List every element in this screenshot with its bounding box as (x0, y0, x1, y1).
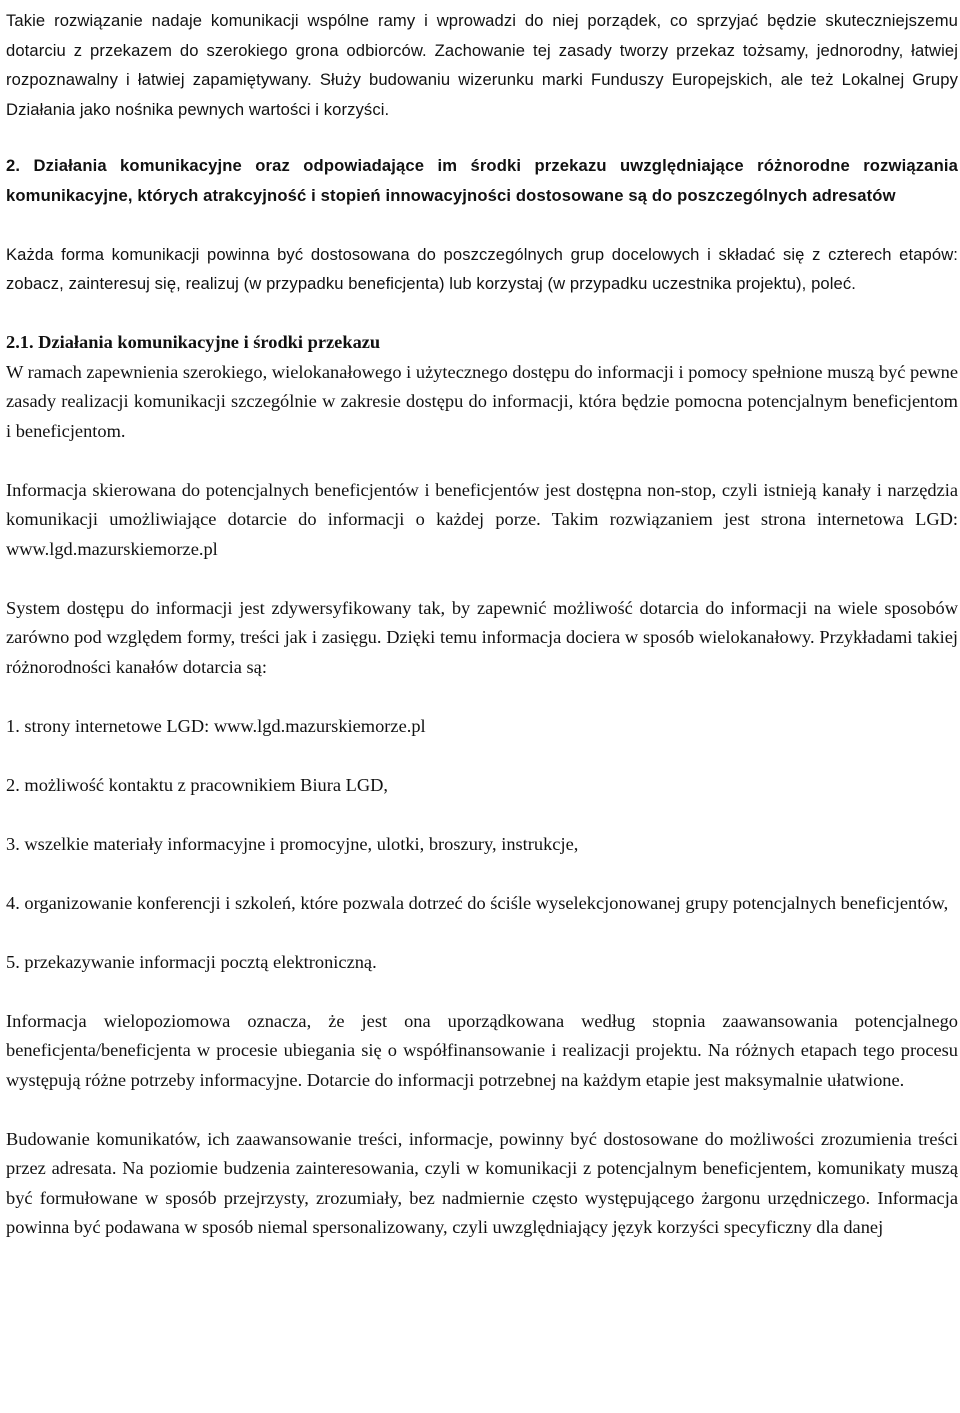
list-item-channel-2: 2. możliwość kontaktu z pracownikiem Biura LGD, (6, 774, 389, 795)
list-item-channel-4: 4. organizowanie konferencji i szkoleń, które pozwala dotrzeć do ściśle wyselekcjonowanej grupy potencjalnych beneficjentów, (6, 892, 949, 913)
section-2-1-heading: 2.1. Działania komunikacyjne i środki przekazu (6, 332, 381, 352)
document-page (6, 0, 958, 1413)
paragraph-info-nonstop: Informacja skierowana do potencjalnych beneficjentów i beneficjentów jest dostępna non-stop, czyli istnieją kanały i narzędzia komunikacji umożliwiające dotarcie do informacji o każdej porze. Takim rozwiązaniem jest strona internetowa LGD: www.lgd.mazurskiemorze.pl (6, 479, 958, 559)
list-item-channel-3: 3. wszelkie materiały informacyjne i promocyjne, ulotki, broszury, instrukcje, (6, 833, 579, 854)
intro-paragraph: Takie rozwiązanie nadaje komunikacji wspólne ramy i wprowadzi do niej porządek, co sprzyjać będzie skuteczniejszemu dotarciu z przekazem do szerokiego grona odbiorców. Zachowanie tej zasady tworzy przekaz tożsamy, jednorodny, łatwiej rozpoznawalny i łatwiej zapamiętywany. Służy budowaniu wizerunku marki Funduszy Europejskich, ale też Lokalnej Grupy Działania jako nośnika pewnych wartości i korzyści. (6, 11, 958, 119)
paragraph-multilevel: Informacja wielopoziomowa oznacza, że jest ona uporządkowana według stopnia zaawansowania potencjalnego beneficjenta/beneficjenta w procesie ubiegania się o współfinansowanie i realizacji projektu. Na różnych etapach tego procesu występują różne potrzeby informacyjne. Dotarcie do informacji potrzebnej na każdym etapie jest maksymalnie ułatwione. (6, 1010, 958, 1090)
paragraph-building: Budowanie komunikatów, ich zaawansowanie treści, informacje, powinny być dostosowane do możliwości zrozumienia treści przez adresata. Na poziomie budzenia zainteresowania, czyli w komunikacji z potencjalnym beneficjentem, komunikaty muszą być formułowane w sposób przejrzysty, zrozumiały, bez nadmiernie często występującego żargonu urzędniczego. Informacja powinna być podawana w sposób niemal spersonalizowany, czyli uwzględniający język korzyści specyficzny dla danej (6, 1128, 958, 1237)
section-2-heading: 2. Działania komunikacyjne oraz odpowiadające im środki przekazu uwzględniające różnorodne rozwiązania komunikacyjne, których atrakcyjność i stopień innowacyjności dostosowane są do poszczególnych adresatów (6, 156, 958, 205)
paragraph-system: System dostępu do informacji jest zdywersyfikowany tak, by zapewnić możliwość dotarcia do informacji na wiele sposobów zarówno pod względem formy, treści jak i zasięgu. Dzięki temu informacja dociera w sposób wielokanałowy. Przykładami takiej różnorodności kanałów dotarcia są: (6, 597, 958, 677)
list-item-channel-1: 1. strony internetowe LGD: www.lgd.mazurskiemorze.pl (6, 715, 426, 736)
section-2-1 (6, 328, 958, 446)
section-2-paragraph: Każda forma komunikacji powinna być dostosowana do poszczególnych grup docelowych i składać się z czterech etapów: zobacz, zainteresuj się, realizuj (w przypadku beneficjenta) lub korzystaj (w przypadku uczestnika projektu), poleć. (6, 244, 958, 293)
list-item-channel-5: 5. przekazywanie informacji pocztą elektroniczną. (6, 951, 377, 972)
section-2-1-paragraph: W ramach zapewnienia szerokiego, wielokanałowego i użytecznego dostępu do informacji i pomocy spełnione muszą być pewne zasady realizacji komunikacji szczególnie w zakresie dostępu do informacji, która będzie pomocna potencjalnym beneficjentom i beneficjentom. (6, 361, 958, 441)
